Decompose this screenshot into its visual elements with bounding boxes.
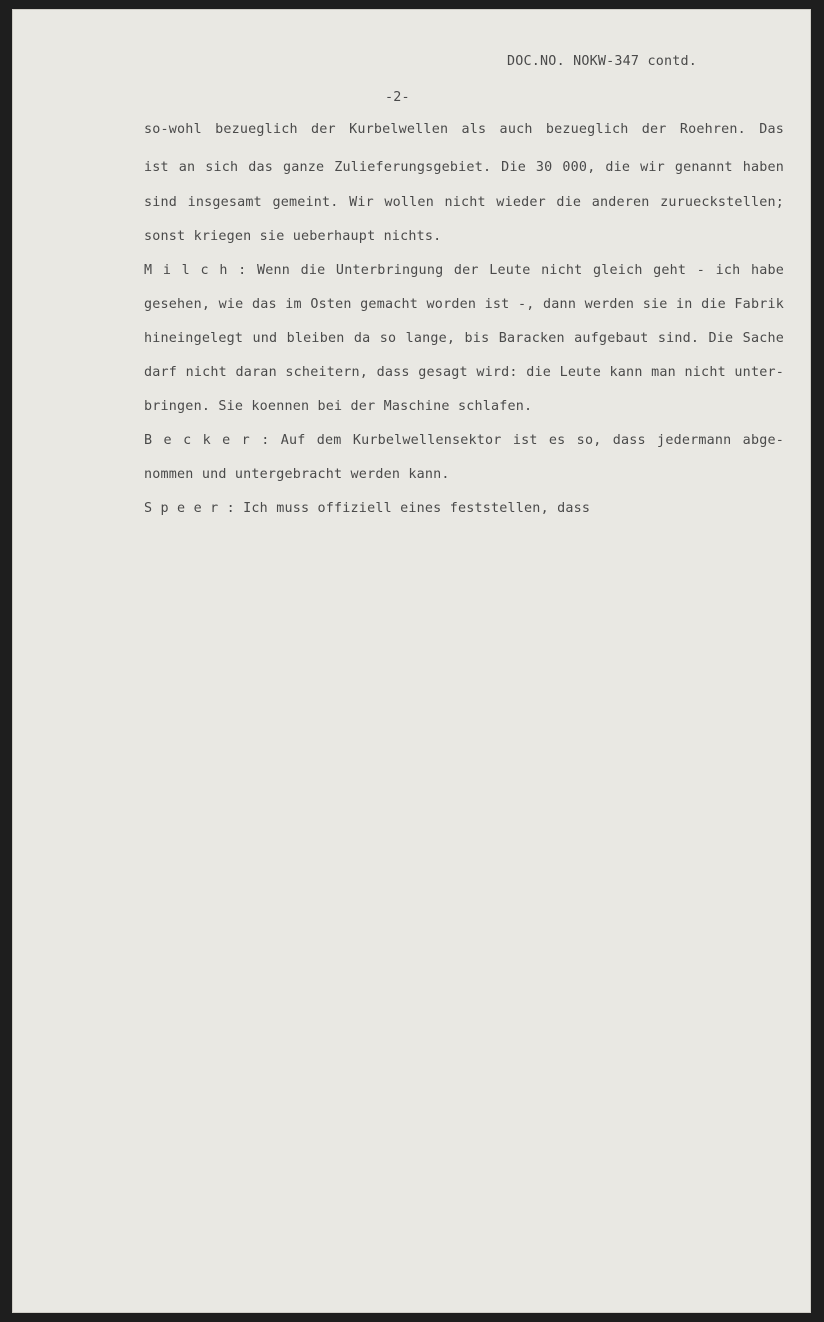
text-line: nommen und untergebracht werden kann. — [144, 467, 450, 482]
text-line: gesehen, wie das im Osten gemacht worden ist -, dann werden sie in die Fabrik — [144, 297, 784, 312]
text-line: bringen. Sie koennen bei der Maschine schlafen. — [144, 399, 533, 414]
text-line: so-wohl bezueglich der Kurbelwellen als auch bezueglich der Roehren. Das — [144, 122, 784, 137]
text-line: darf nicht daran scheitern, dass gesagt wird: die Leute kann man nicht unter- — [144, 365, 784, 380]
text-line: ist an sich das ganze Zulieferungsgebiet. Die 30 000, die wir genannt haben — [144, 160, 784, 175]
text-line: B e c k e r : Auf dem Kurbelwellensektor ist es so, dass jedermann abge- — [144, 433, 784, 448]
page-number: -2- — [385, 90, 410, 105]
document-page — [13, 10, 810, 1312]
text-line: S p e e r : Ich muss offiziell eines feststellen, dass — [144, 501, 591, 516]
text-line: M i l c h : Wenn die Unterbringung der Leute nicht gleich geht - ich habe — [144, 263, 784, 278]
text-line: hineingelegt und bleiben da so lange, bis Baracken aufgebaut sind. Die Sache — [144, 331, 784, 346]
text-line: sind insgesamt gemeint. Wir wollen nicht wieder die anderen zurueckstellen; — [144, 195, 784, 210]
text-line: sonst kriegen sie ueberhaupt nichts. — [144, 229, 442, 244]
document-number: DOC.NO. NOKW-347 contd. — [507, 54, 698, 69]
